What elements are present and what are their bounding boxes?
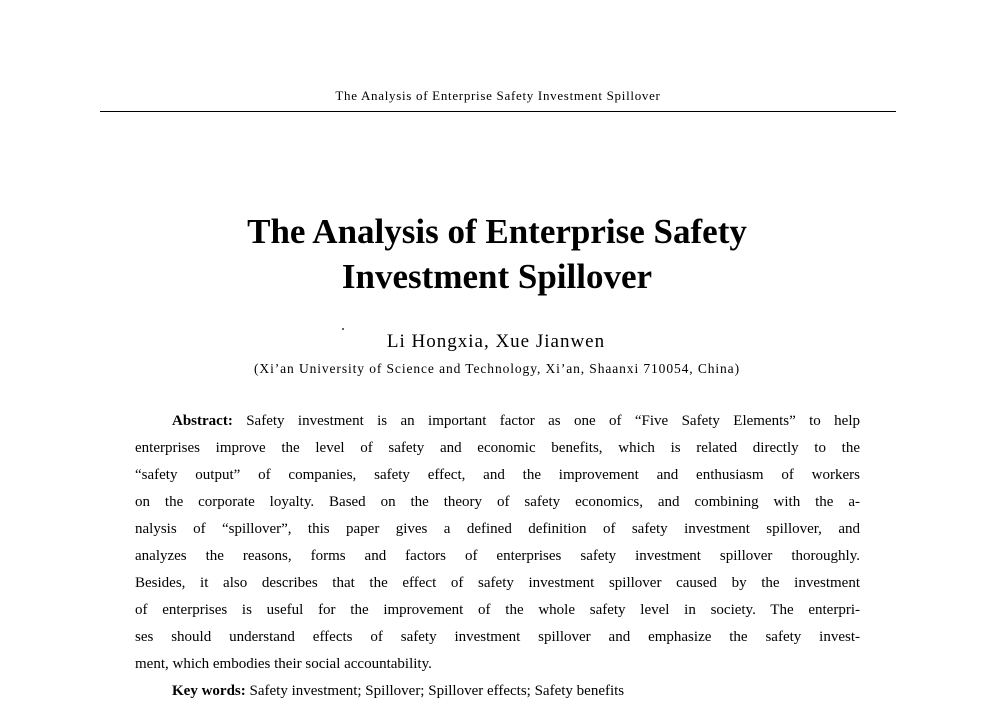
abstract-line: analyzes the reasons, forms and factors of enterprises safety investment spillover thoroughly. xyxy=(135,548,860,564)
author-affiliation: (Xi’an University of Science and Technology, Xi’an, Shaanxi 710054, China) xyxy=(254,361,740,376)
abstract-line: on the corporate loyalty. Based on the theory of safety economics, and combining with the a- xyxy=(135,494,860,510)
abstract-line: Besides, it also describes that the effect of safety investment spillover caused by the investment xyxy=(135,575,860,591)
author-list: Li Hongxia, Xue Jianwen xyxy=(386,331,606,352)
keywords-label: Key words: xyxy=(172,683,246,699)
running-header: The Analysis of Enterprise Safety Investment Spillover xyxy=(335,88,661,103)
paper-title-line-2: Investment Spillover xyxy=(341,257,653,296)
paper-title xyxy=(0,209,994,299)
paper-title-line-1: The Analysis of Enterprise Safety xyxy=(247,212,747,251)
header-rule xyxy=(100,111,896,112)
abstract-line: ses should understand effects of safety investment spillover and emphasize the safety invest- xyxy=(135,629,860,645)
abstract-section xyxy=(135,408,860,705)
abstract-line: “safety output” of companies, safety effect, and the improvement and enthusiasm of workers xyxy=(135,467,860,483)
keywords-value: Safety investment; Spillover; Spillover effects; Safety benefits xyxy=(249,683,625,699)
abstract-line: of enterprises is useful for the improvement of the whole safety level in society. The enterpri- xyxy=(135,602,860,618)
abstract-line: enterprises improve the level of safety and economic benefits, which is related directly to the xyxy=(135,440,860,456)
abstract-line-text: Safety investment is an important factor as one of “Five Safety Elements” to help xyxy=(246,413,860,429)
abstract-line xyxy=(135,408,860,435)
keywords-line xyxy=(135,678,860,705)
abstract-line: ment, which embodies their social accountability. xyxy=(135,656,432,672)
abstract-line: nalysis of “spillover”, this paper gives a defined definition of safety investment spillover, and xyxy=(135,521,860,537)
abstract-label: Abstract: xyxy=(172,413,233,429)
